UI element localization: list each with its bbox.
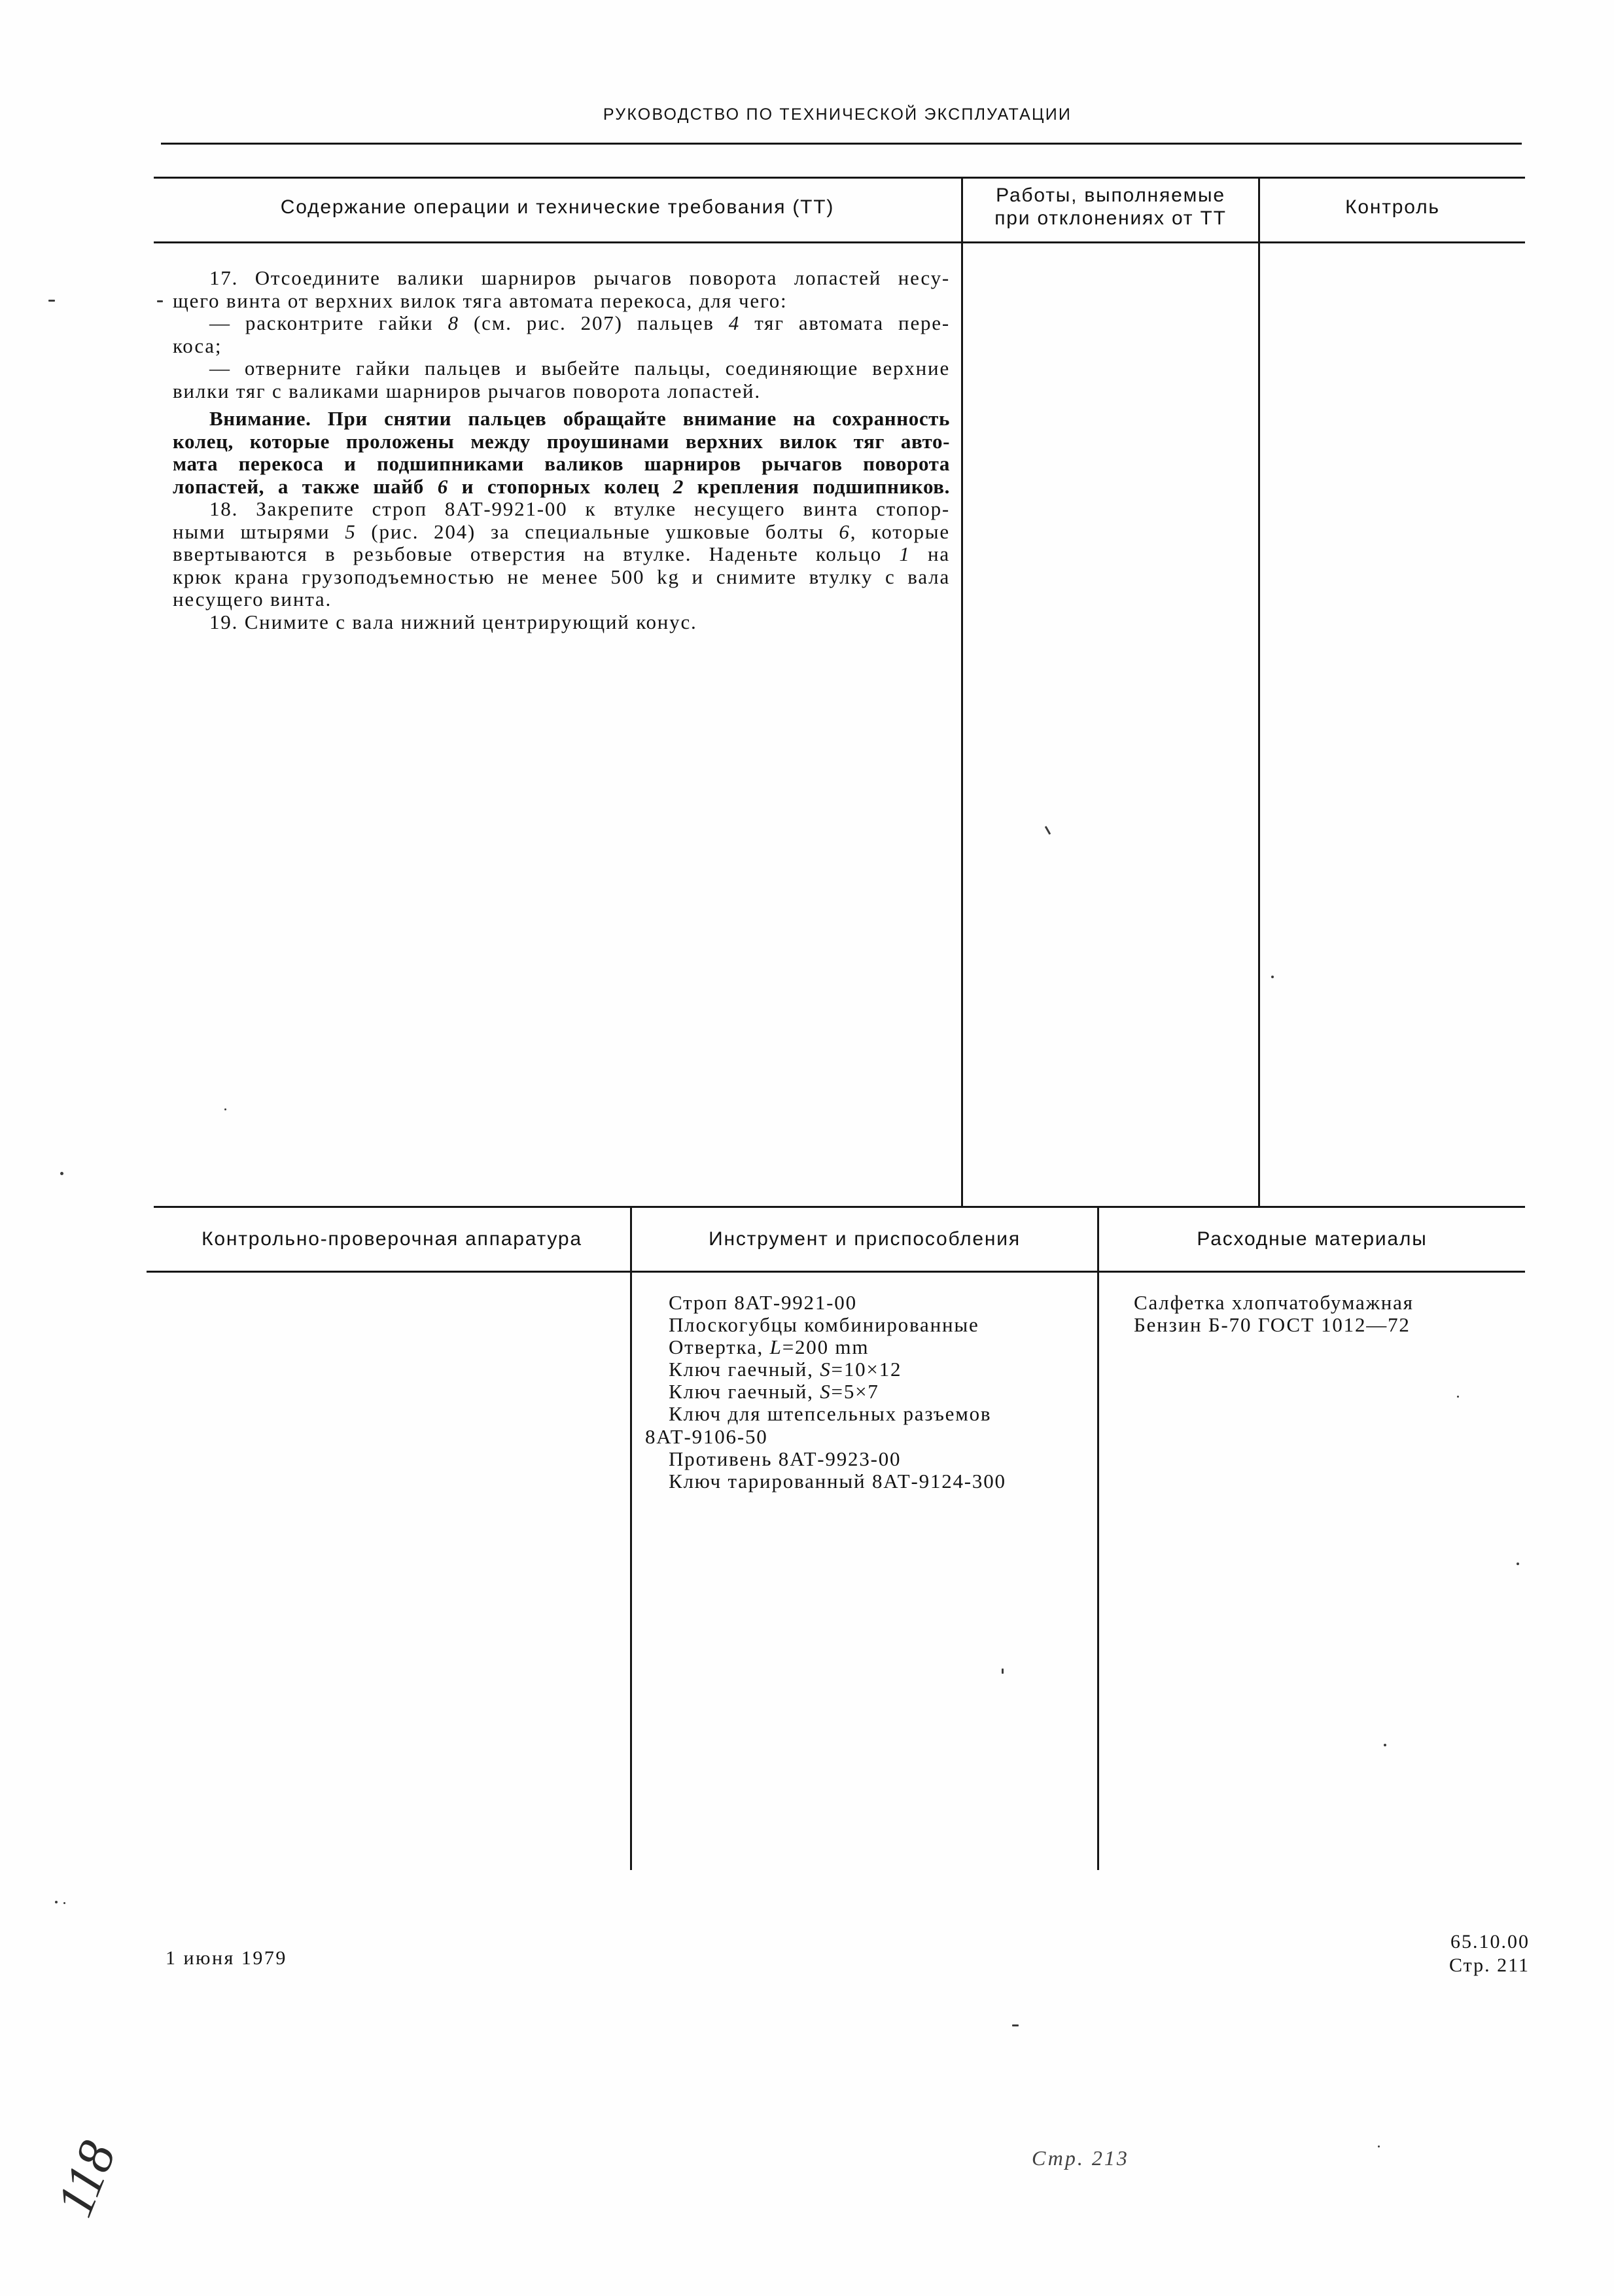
- issue-date: 1 июня 1979: [166, 1947, 287, 1969]
- consumable-item: Бензин Б-70 ГОСТ 1012—72: [1134, 1313, 1411, 1337]
- text-run: =5×7: [831, 1380, 879, 1404]
- scan-speck: [1012, 2024, 1019, 2026]
- column-header-deviation-work: [963, 179, 1258, 235]
- scan-speck: [224, 1108, 226, 1110]
- scan-speck: [1457, 1396, 1459, 1398]
- warning-text-line: колец, которые проложены между проушинами верхних вилок тяг авто-: [173, 429, 950, 453]
- text-run: ными штырями: [173, 520, 345, 543]
- scan-speck: [1384, 1744, 1386, 1746]
- consumable-item: Салфетка хлопчатобумажная: [1134, 1291, 1414, 1314]
- scan-speck: [157, 300, 163, 302]
- tool-item: Строп 8АТ-9921-00: [669, 1291, 857, 1314]
- text-line: несущего винта.: [173, 588, 332, 610]
- column-header-content-label: Содержание операции и технические требования (ТТ): [280, 196, 835, 218]
- header-rule: [161, 143, 1522, 145]
- callout-number: 6: [437, 474, 448, 498]
- text-run: (рис. 204) за специальные ушковые болты: [356, 520, 839, 543]
- callout-number: 4: [728, 311, 741, 334]
- text-run: =10×12: [831, 1358, 902, 1381]
- text-run: — расконтрите гайки: [209, 311, 448, 334]
- scan-speck: [1271, 976, 1274, 978]
- scan-speck: [1002, 1669, 1004, 1674]
- page-number: Стр. 211: [1449, 1954, 1530, 1976]
- operations-column-divider: [1258, 177, 1260, 1208]
- text-run: , которые: [850, 520, 950, 543]
- text-line: — отверните гайки пальцев и выбейте пальцы, соединяющие верхние: [209, 357, 950, 380]
- text-run: тяг автомата пере-: [740, 311, 950, 334]
- callout-number: 5: [345, 520, 357, 543]
- text-run: на: [910, 542, 950, 565]
- text-line: 17. Отсоедините валики шарниров рычагов поворота лопастей несу-: [209, 266, 950, 289]
- warning-text-line: [173, 476, 950, 499]
- callout-number: 8: [447, 311, 459, 334]
- text-line: [173, 521, 950, 544]
- text-run: Ключ гаечный,: [669, 1380, 820, 1404]
- consumables-list: [1134, 1292, 1520, 1336]
- text-line: крюк крана грузоподъемностью не менее 500 kg и снимите втулку с вала: [173, 565, 950, 588]
- text-line: коса;: [173, 334, 222, 357]
- column-header-control-label: Контроль: [1345, 196, 1440, 218]
- text-line: вилки тяг с валиками шарниров рычагов поворота лопастей.: [173, 379, 761, 402]
- text-run: ввертываются в резьбовые отверстия на втулке. Наденьте кольцо: [173, 542, 900, 565]
- scan-speck: [1045, 826, 1051, 835]
- scan-speck: [48, 300, 55, 302]
- column-header-deviation-line: при отклонениях от ТТ: [994, 207, 1227, 229]
- callout-number: 1: [899, 542, 911, 565]
- text-run: Ключ гаечный,: [669, 1358, 820, 1381]
- supplies-column-divider: [630, 1206, 632, 1870]
- handwritten-sheet-number: 118: [45, 2133, 128, 2225]
- dimension-symbol: L: [769, 1335, 782, 1359]
- scan-speck: [55, 1901, 58, 1903]
- document-number: 65.10.00: [1450, 1931, 1530, 1952]
- tools-list: [645, 1292, 1090, 1492]
- column-header-consumables-label: Расходные материалы: [1197, 1227, 1428, 1250]
- scan-speck: [1378, 2146, 1380, 2147]
- text-line: щего винта от верхних вилок тяга автомата перекоса, для чего:: [173, 289, 788, 312]
- tool-item: [645, 1358, 1090, 1381]
- column-header-tools-label: Инструмент и приспособления: [709, 1227, 1021, 1250]
- text-run: Отвертка,: [669, 1335, 770, 1359]
- scan-speck: [63, 1902, 65, 1904]
- supplies-table-header-divider: [147, 1271, 1525, 1273]
- tool-item: Ключ для штепсельных разъемов: [669, 1402, 992, 1426]
- text-line: 19. Снимите с вала нижний центрирующий конус.: [209, 610, 697, 633]
- scan-speck: [60, 1172, 63, 1175]
- text-run: и стопорных колец: [447, 474, 673, 498]
- column-header-test-equipment-label: Контрольно-проверочная аппаратура: [202, 1227, 582, 1250]
- tool-item: Плоскогубцы комбинированные: [669, 1313, 979, 1337]
- dimension-symbol: S: [820, 1358, 832, 1381]
- tool-item: [645, 1336, 1090, 1358]
- column-header-deviation-line: Работы, выполняемые: [996, 185, 1225, 206]
- text-run: крепления подшипников.: [683, 474, 950, 498]
- text-run: лопастей, а также шайб: [173, 474, 438, 498]
- scan-speck: [1517, 1563, 1519, 1565]
- operations-table-header-divider: [154, 241, 1525, 243]
- column-header-tools: [632, 1209, 1097, 1268]
- text-line: [173, 543, 950, 566]
- tool-item: [645, 1381, 1090, 1403]
- warning-text-line: Внимание. При снятии пальцев обращайте внимание на сохранность: [209, 407, 950, 430]
- tool-item: Ключ тарированный 8АТ-9124-300: [669, 1469, 1006, 1492]
- operations-column-divider: [961, 177, 963, 1208]
- warning-text-line: мата перекоса и подшипниками валиков шарниров рычагов поворота: [173, 452, 950, 475]
- operations-table-bottom-border: [154, 1206, 1525, 1208]
- tool-item-continuation: 8АТ-9106-50: [645, 1424, 768, 1448]
- text-line: [173, 312, 950, 335]
- supplies-column-divider: [1097, 1206, 1099, 1870]
- tool-item: Противень 8АТ-9923-00: [669, 1447, 902, 1470]
- column-header-consumables: [1099, 1209, 1525, 1268]
- dimension-symbol: S: [820, 1380, 832, 1404]
- running-header: РУКОВОДСТВО ПО ТЕХНИЧЕСКОЙ ЭКСПЛУАТАЦИИ: [603, 105, 1072, 124]
- text-run: (см. рис. 207) пальцев: [459, 311, 729, 334]
- callout-number: 6: [839, 520, 851, 543]
- text-line: 18. Закрепите строп 8АТ-9921-00 к втулке несущего винта стопор-: [209, 497, 950, 520]
- operation-content-text: [173, 267, 950, 633]
- callout-number: 2: [673, 474, 684, 498]
- column-header-content: [154, 179, 961, 235]
- column-header-control: [1260, 179, 1525, 235]
- column-header-test-equipment: [154, 1209, 630, 1268]
- text-run: =200 mm: [782, 1335, 869, 1359]
- stamped-page-number: Стр. 213: [1032, 2146, 1129, 2170]
